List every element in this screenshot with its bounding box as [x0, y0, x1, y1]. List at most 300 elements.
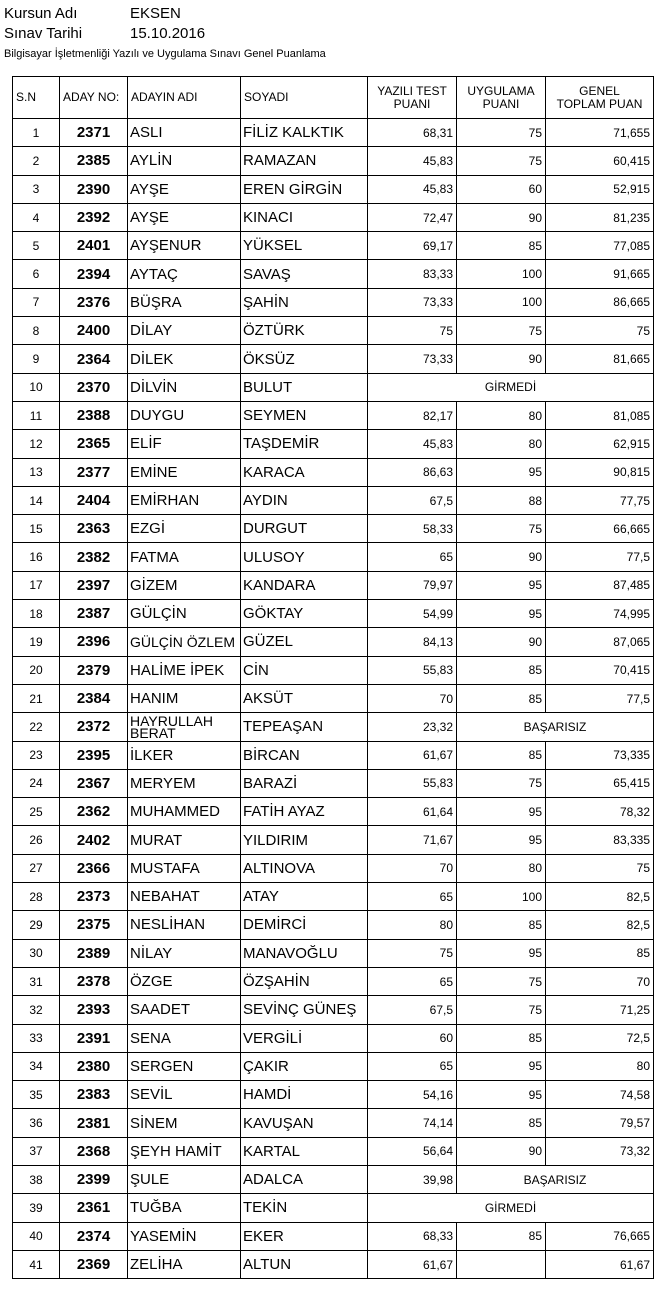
cell-total-score: 70 [546, 967, 654, 995]
cell-candidate-no: 2396 [60, 628, 128, 656]
table-row [13, 458, 654, 486]
cell-sn: 21 [13, 684, 60, 712]
col-header-total-line2: TOPLAM PUAN [556, 96, 643, 111]
cell-last-name: ALTINOVA [241, 854, 368, 882]
cell-written-score: 73,33 [368, 288, 457, 316]
cell-total-score: 91,665 [546, 260, 654, 288]
table-row [13, 1024, 654, 1052]
first-name-text: SENA [130, 1029, 171, 1047]
cell-practical-score: 85 [457, 656, 546, 684]
cell-first-name [128, 939, 241, 967]
cell-sn: 14 [13, 486, 60, 514]
cell-written-score: 61,67 [368, 741, 457, 769]
cell-first-name [128, 600, 241, 628]
cell-first-name [128, 373, 241, 401]
cell-practical-score: 88 [457, 486, 546, 514]
cell-first-name [128, 967, 241, 995]
cell-last-name: ÖZŞAHİN [241, 967, 368, 995]
course-line [4, 5, 181, 23]
cell-total-score: 76,665 [546, 1222, 654, 1250]
cell-candidate-no: 2395 [60, 741, 128, 769]
cell-candidate-no: 2363 [60, 515, 128, 543]
cell-sn: 31 [13, 967, 60, 995]
cell-practical-score: 95 [457, 826, 546, 854]
cell-first-name [128, 1222, 241, 1250]
cell-candidate-no: 2390 [60, 175, 128, 203]
cell-total-score: 73,335 [546, 741, 654, 769]
cell-first-name [128, 798, 241, 826]
col-header-practical-score [457, 77, 546, 119]
table-row [13, 317, 654, 345]
cell-practical-score: 80 [457, 854, 546, 882]
table-row [13, 260, 654, 288]
cell-first-name [128, 543, 241, 571]
cell-last-name: TEPEAŞAN [241, 713, 368, 741]
cell-practical-score [457, 1250, 546, 1278]
col-header-sn: S.N [13, 77, 60, 119]
first-name-text: DUYGU [130, 407, 185, 425]
cell-total-score: 82,5 [546, 883, 654, 911]
cell-total-score: 81,085 [546, 401, 654, 429]
cell-total-score: 62,915 [546, 430, 654, 458]
cell-first-name [128, 883, 241, 911]
table-row [13, 939, 654, 967]
cell-first-name [128, 1081, 241, 1109]
cell-sn: 19 [13, 628, 60, 656]
cell-sn: 4 [13, 203, 60, 231]
first-name-text: SİNEM [130, 1114, 178, 1132]
cell-first-name [128, 1109, 241, 1137]
cell-last-name: BULUT [241, 373, 368, 401]
cell-written-score: 72,47 [368, 203, 457, 231]
first-name-text: AYLİN [130, 152, 173, 170]
cell-written-score: 67,5 [368, 486, 457, 514]
first-name-text: EMİNE [130, 463, 178, 481]
cell-first-name [128, 203, 241, 231]
cell-total-score: 79,57 [546, 1109, 654, 1137]
first-name-text: SAADET [130, 1001, 191, 1019]
cell-sn: 5 [13, 232, 60, 260]
cell-practical-score: 95 [457, 600, 546, 628]
cell-written-score: 71,67 [368, 826, 457, 854]
cell-candidate-no: 2381 [60, 1109, 128, 1137]
first-name-text: ÖZGE [130, 973, 173, 991]
first-name-text: NİLAY [130, 944, 173, 962]
table-row [13, 883, 654, 911]
first-name-text: NEBAHAT [130, 888, 200, 906]
cell-first-name [128, 741, 241, 769]
cell-practical-score: 95 [457, 1052, 546, 1080]
cell-sn: 7 [13, 288, 60, 316]
cell-first-name [128, 911, 241, 939]
cell-sn: 17 [13, 571, 60, 599]
cell-total-score: 85 [546, 939, 654, 967]
cell-total-score: 90,815 [546, 458, 654, 486]
cell-written-score: 80 [368, 911, 457, 939]
cell-total-score: 77,085 [546, 232, 654, 260]
cell-total-score: 87,485 [546, 571, 654, 599]
cell-last-name: KAVUŞAN [241, 1109, 368, 1137]
cell-first-name [128, 1165, 241, 1193]
cell-last-name: SAVAŞ [241, 260, 368, 288]
cell-total-score: 60,415 [546, 147, 654, 175]
cell-written-score: 68,31 [368, 119, 457, 147]
cell-total-score: 74,995 [546, 600, 654, 628]
cell-written-score: 65 [368, 543, 457, 571]
cell-first-name [128, 628, 241, 656]
cell-written-score: 65 [368, 1052, 457, 1080]
cell-candidate-no: 2385 [60, 147, 128, 175]
cell-candidate-no: 2382 [60, 543, 128, 571]
cell-total-score: 65,415 [546, 769, 654, 797]
cell-last-name: ULUSOY [241, 543, 368, 571]
cell-last-name: GÜZEL [241, 628, 368, 656]
cell-last-name: ÇAKIR [241, 1052, 368, 1080]
cell-written-score: 55,83 [368, 769, 457, 797]
cell-first-name [128, 656, 241, 684]
cell-written-score: 75 [368, 939, 457, 967]
first-name-text: MUHAMMED [130, 803, 220, 821]
table-row [13, 684, 654, 712]
cell-last-name: MANAVOĞLU [241, 939, 368, 967]
cell-first-name [128, 147, 241, 175]
cell-first-name [128, 1194, 241, 1222]
cell-candidate-no: 2379 [60, 656, 128, 684]
table-row [13, 345, 654, 373]
cell-candidate-no: 2388 [60, 401, 128, 429]
cell-sn: 39 [13, 1194, 60, 1222]
cell-sn: 10 [13, 373, 60, 401]
table-row [13, 571, 654, 599]
cell-first-name [128, 826, 241, 854]
first-name-text: ŞEYH HAMİT [130, 1142, 222, 1160]
cell-sn: 30 [13, 939, 60, 967]
cell-total-score: 87,065 [546, 628, 654, 656]
cell-total-score: 70,415 [546, 656, 654, 684]
cell-first-name [128, 1024, 241, 1052]
cell-first-name [128, 571, 241, 599]
cell-written-score: 45,83 [368, 175, 457, 203]
cell-sn: 27 [13, 854, 60, 882]
cell-written-score: 74,14 [368, 1109, 457, 1137]
exam-date-value: 15.10.2016 [130, 25, 206, 42]
cell-last-name: ŞAHİN [241, 288, 368, 316]
table-row [13, 1109, 654, 1137]
cell-practical-score: 80 [457, 401, 546, 429]
cell-candidate-no: 2397 [60, 571, 128, 599]
cell-candidate-no: 2373 [60, 883, 128, 911]
cell-first-name [128, 119, 241, 147]
cell-sn: 35 [13, 1081, 60, 1109]
cell-sn: 15 [13, 515, 60, 543]
cell-total-score: 83,335 [546, 826, 654, 854]
cell-first-name [128, 769, 241, 797]
col-header-total-line1: GENEL [579, 83, 620, 98]
first-name-text: İLKER [130, 746, 174, 764]
cell-total-score: 75 [546, 317, 654, 345]
cell-written-score: 84,13 [368, 628, 457, 656]
cell-written-score: 55,83 [368, 656, 457, 684]
cell-first-name [128, 260, 241, 288]
cell-first-name [128, 1250, 241, 1278]
first-name-text: SERGEN [130, 1057, 194, 1075]
cell-last-name: EKER [241, 1222, 368, 1250]
cell-sn: 29 [13, 911, 60, 939]
cell-sn: 40 [13, 1222, 60, 1250]
cell-candidate-no: 2369 [60, 1250, 128, 1278]
cell-practical-score: 75 [457, 317, 546, 345]
cell-written-score: 54,99 [368, 600, 457, 628]
table-row [13, 769, 654, 797]
cell-sn: 22 [13, 713, 60, 741]
first-name-text: MURAT [130, 831, 183, 849]
cell-candidate-no: 2391 [60, 1024, 128, 1052]
cell-last-name: TAŞDEMİR [241, 430, 368, 458]
cell-last-name: DEMİRCİ [241, 911, 368, 939]
first-name-text: BÜŞRA [130, 293, 182, 311]
cell-status: GİRMEDİ [368, 1194, 654, 1222]
col-header-practical-line2: PUANI [482, 96, 520, 111]
table-row [13, 826, 654, 854]
col-header-total-score [546, 77, 654, 119]
cell-sn: 6 [13, 260, 60, 288]
cell-last-name: YILDIRIM [241, 826, 368, 854]
cell-last-name: GÖKTAY [241, 600, 368, 628]
col-header-written-score [368, 77, 457, 119]
table-row [13, 798, 654, 826]
cell-first-name [128, 401, 241, 429]
cell-total-score: 77,5 [546, 684, 654, 712]
col-header-last-name: SOYADI [241, 77, 368, 119]
cell-candidate-no: 2384 [60, 684, 128, 712]
table-row [13, 288, 654, 316]
cell-practical-score: 85 [457, 232, 546, 260]
cell-total-score: 61,67 [546, 1250, 654, 1278]
cell-candidate-no: 2371 [60, 119, 128, 147]
table-row [13, 515, 654, 543]
cell-written-score: 23,32 [368, 713, 457, 741]
cell-total-score: 81,235 [546, 203, 654, 231]
cell-last-name: TEKİN [241, 1194, 368, 1222]
first-name-text: HALİME İPEK [130, 661, 225, 679]
first-name-text: FATMA [130, 548, 179, 566]
cell-written-score: 83,33 [368, 260, 457, 288]
cell-total-score: 77,5 [546, 543, 654, 571]
cell-last-name: SEVİNÇ GÜNEŞ [241, 996, 368, 1024]
cell-written-score: 65 [368, 967, 457, 995]
table-row [13, 1222, 654, 1250]
table-row [13, 1052, 654, 1080]
table-row [13, 119, 654, 147]
cell-sn: 8 [13, 317, 60, 345]
cell-first-name [128, 486, 241, 514]
cell-sn: 34 [13, 1052, 60, 1080]
table-row [13, 373, 654, 401]
cell-last-name: VERGİLİ [241, 1024, 368, 1052]
cell-candidate-no: 2387 [60, 600, 128, 628]
cell-practical-score: 75 [457, 967, 546, 995]
cell-total-score: 66,665 [546, 515, 654, 543]
table-row [13, 628, 654, 656]
table-row [13, 1250, 654, 1278]
cell-candidate-no: 2392 [60, 203, 128, 231]
cell-last-name: BİRCAN [241, 741, 368, 769]
exam-date-line [4, 25, 205, 43]
cell-first-name [128, 684, 241, 712]
cell-candidate-no: 2380 [60, 1052, 128, 1080]
cell-candidate-no: 2378 [60, 967, 128, 995]
cell-sn: 18 [13, 600, 60, 628]
first-name-text: EMİRHAN [130, 492, 200, 509]
table-row [13, 1194, 654, 1222]
cell-candidate-no: 2389 [60, 939, 128, 967]
cell-written-score: 69,17 [368, 232, 457, 260]
cell-status: BAŞARISIZ [457, 713, 654, 741]
cell-practical-score: 90 [457, 543, 546, 571]
cell-practical-score: 95 [457, 458, 546, 486]
cell-sn: 24 [13, 769, 60, 797]
col-header-first-name: ADAYIN ADI [128, 77, 241, 119]
cell-sn: 28 [13, 883, 60, 911]
cell-first-name [128, 232, 241, 260]
cell-sn: 11 [13, 401, 60, 429]
cell-practical-score: 85 [457, 684, 546, 712]
cell-practical-score: 95 [457, 571, 546, 599]
cell-written-score: 45,83 [368, 430, 457, 458]
cell-candidate-no: 2364 [60, 345, 128, 373]
course-label: Kursun Adı [4, 5, 78, 22]
cell-candidate-no: 2361 [60, 1194, 128, 1222]
cell-last-name: KINACI [241, 203, 368, 231]
cell-candidate-no: 2383 [60, 1081, 128, 1109]
cell-total-score: 74,58 [546, 1081, 654, 1109]
table-row [13, 147, 654, 175]
cell-candidate-no: 2372 [60, 713, 128, 741]
cell-last-name: ÖKSÜZ [241, 345, 368, 373]
cell-last-name: AKSÜT [241, 684, 368, 712]
table-row [13, 600, 654, 628]
cell-last-name: EREN GİRGİN [241, 175, 368, 203]
cell-sn: 36 [13, 1109, 60, 1137]
table-row [13, 967, 654, 995]
table-row [13, 430, 654, 458]
cell-last-name: RAMAZAN [241, 147, 368, 175]
first-name-text: HAYRULLAH BERAT [130, 712, 213, 741]
cell-first-name [128, 996, 241, 1024]
cell-status: BAŞARISIZ [457, 1165, 654, 1193]
cell-sn: 41 [13, 1250, 60, 1278]
cell-written-score: 73,33 [368, 345, 457, 373]
table-row [13, 911, 654, 939]
col-header-written-line1: YAZILI TEST [377, 83, 447, 98]
cell-sn: 37 [13, 1137, 60, 1165]
cell-candidate-no: 2362 [60, 798, 128, 826]
cell-last-name: ÖZTÜRK [241, 317, 368, 345]
cell-practical-score: 75 [457, 996, 546, 1024]
cell-candidate-no: 2375 [60, 911, 128, 939]
cell-total-score: 71,655 [546, 119, 654, 147]
cell-practical-score: 85 [457, 1222, 546, 1250]
cell-first-name [128, 175, 241, 203]
cell-written-score: 67,5 [368, 996, 457, 1024]
table-row [13, 996, 654, 1024]
cell-candidate-no: 2377 [60, 458, 128, 486]
col-header-written-line2: PUANI [393, 96, 431, 111]
cell-sn: 26 [13, 826, 60, 854]
first-name-text: ZELİHA [130, 1256, 183, 1274]
cell-last-name: KARACA [241, 458, 368, 486]
cell-candidate-no: 2401 [60, 232, 128, 260]
cell-last-name: FATİH AYAZ [241, 798, 368, 826]
cell-practical-score: 75 [457, 515, 546, 543]
cell-practical-score: 90 [457, 345, 546, 373]
cell-sn: 12 [13, 430, 60, 458]
table-row [13, 1081, 654, 1109]
cell-first-name [128, 515, 241, 543]
first-name-text: AYŞE [130, 180, 169, 198]
cell-first-name [128, 713, 241, 741]
cell-written-score: 58,33 [368, 515, 457, 543]
first-name-text: SEVİL [130, 1086, 173, 1104]
first-name-text: NESLİHAN [130, 916, 206, 934]
cell-first-name [128, 1052, 241, 1080]
table-row [13, 203, 654, 231]
first-name-text: GİZEM [130, 576, 178, 594]
cell-sn: 13 [13, 458, 60, 486]
cell-total-score: 77,75 [546, 486, 654, 514]
first-name-text: AYŞENUR [130, 237, 202, 255]
cell-practical-score: 100 [457, 288, 546, 316]
cell-first-name [128, 1137, 241, 1165]
cell-candidate-no: 2365 [60, 430, 128, 458]
cell-first-name [128, 288, 241, 316]
cell-sn: 33 [13, 1024, 60, 1052]
cell-sn: 9 [13, 345, 60, 373]
first-name-text: ŞULE [130, 1171, 170, 1189]
cell-practical-score: 90 [457, 203, 546, 231]
cell-total-score: 52,915 [546, 175, 654, 203]
cell-total-score: 81,665 [546, 345, 654, 373]
cell-practical-score: 95 [457, 939, 546, 967]
cell-sn: 2 [13, 147, 60, 175]
cell-candidate-no: 2393 [60, 996, 128, 1024]
first-name-text: DİLAY [130, 322, 173, 340]
document-subtitle: Bilgisayar İşletmenliği Yazılı ve Uygulama Sınavı Genel Puanlama [4, 48, 326, 60]
cell-total-score: 72,5 [546, 1024, 654, 1052]
results-table [12, 76, 654, 1279]
cell-first-name [128, 854, 241, 882]
table-header-row [13, 77, 654, 119]
cell-candidate-no: 2400 [60, 317, 128, 345]
cell-candidate-no: 2376 [60, 288, 128, 316]
first-name-text: GÜLÇİN ÖZLEM [130, 633, 236, 650]
cell-written-score: 39,98 [368, 1165, 457, 1193]
first-name-text: ASLI [130, 124, 163, 142]
table-row [13, 401, 654, 429]
cell-total-score: 73,32 [546, 1137, 654, 1165]
cell-practical-score: 85 [457, 1109, 546, 1137]
cell-practical-score: 75 [457, 147, 546, 175]
table-row [13, 656, 654, 684]
first-name-text: MUSTAFA [130, 859, 200, 877]
cell-written-score: 65 [368, 883, 457, 911]
cell-last-name: ADALCA [241, 1165, 368, 1193]
cell-written-score: 70 [368, 854, 457, 882]
cell-written-score: 56,64 [368, 1137, 457, 1165]
cell-written-score: 68,33 [368, 1222, 457, 1250]
cell-candidate-no: 2399 [60, 1165, 128, 1193]
cell-total-score: 80 [546, 1052, 654, 1080]
